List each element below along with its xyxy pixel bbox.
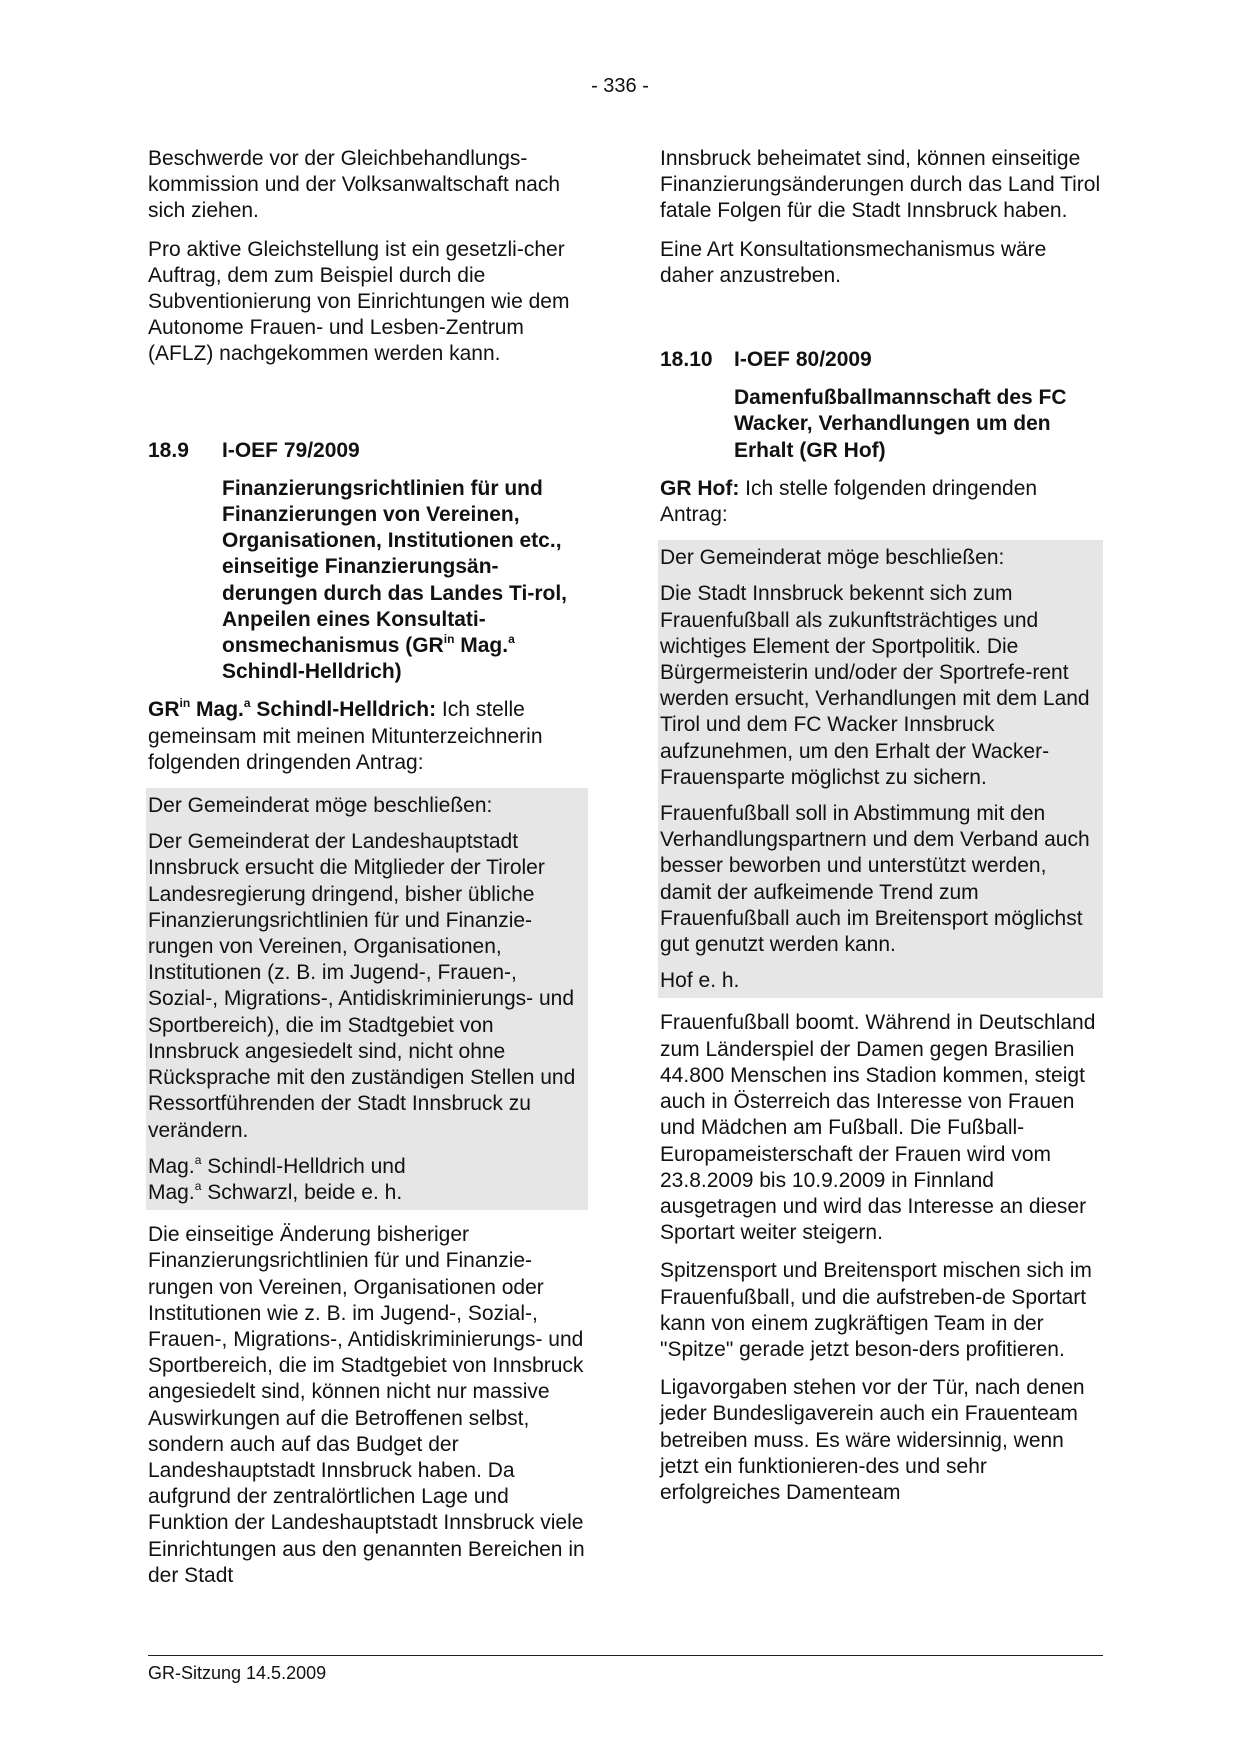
superscript: a: [194, 1178, 202, 1193]
section-title-mag: Mag.: [460, 634, 509, 658]
speaker-mag: Mag.: [196, 698, 244, 722]
spacer: [148, 380, 588, 438]
paragraph: Pro aktive Gleichstellung ist ein gesetzli-cher Auftrag, dem zum Beispiel durch die Subventionierung von Einrichtungen wie dem Autonome Frauen- und Lesben-Zentrum (AFLZ) nachgekommen werden kann.: [148, 237, 570, 366]
motion-intro: Der Gemeinderat möge beschließen:: [660, 546, 1005, 570]
footer-text: GR-Sitzung 14.5.2009: [148, 1663, 327, 1683]
paragraph: Ligavorgaben stehen vor der Tür, nach denen jeder Bundesligaverein auch ein Frauenteam betreiben muss. Es wäre widersinnig, wenn jetzt ein funktionieren-des und sehr erfolgreiches Damenteam: [660, 1376, 1085, 1504]
paragraph: Spitzensport und Breitensport mischen sich im Frauenfußball, und die aufstreben-de Sportart kann von einem zugkräftigen Team in der "Spitze" gerade jetzt beson-ders profitieren.: [660, 1259, 1092, 1361]
signature-mag: Mag.: [148, 1154, 195, 1178]
section-id: I-OEF 80/2009: [734, 348, 872, 372]
signature-mag: Mag.: [148, 1180, 195, 1204]
left-column: [148, 146, 588, 1601]
spacer: [660, 301, 1103, 347]
section-number: 18.10: [660, 348, 713, 372]
speaker-paragraph: [660, 476, 1103, 528]
section-title-end: Schindl-Helldrich): [222, 660, 402, 684]
motion-signature: Hof e. h.: [660, 969, 740, 993]
motion-text: Die Stadt Innsbruck bekennt sich zum Frauenfußball als zukunftsträchtiges und wichtiges Element der Sportpolitik. Die Bürgermeisterin und/oder der Sportrefe-rent werden ersucht, Verhandlungen mit dem Land Tirol und dem FC Wacker Innsbruck aufzunehmen, um den Erhalt der Wacker-Frauensparte möglichst zu sichern.: [660, 582, 1090, 789]
motion-text: Frauenfußball soll in Abstimmung mit den Verhandlungspartnern und dem Verband auch besser beworben und unterstützt werden, damit der aufkeimende Trend zum Frauenfußball auch im Breitensport möglichst gut genutzt werden kann.: [660, 802, 1090, 957]
speaker-name: Schindl-Helldrich:: [256, 698, 437, 722]
paragraph: Beschwerde vor der Gleichbehandlungs-kommission und der Volksanwaltschaft nach sich ziehen.: [148, 147, 561, 223]
section-title-text: Finanzierungsrichtlinien für und Finanzierungen von Vereinen, Organisationen, Institutionen etc., einseitige Finanzierungsän-derungen durch das Landes Ti-rol, Anpeilen eines Konsultati-onsmechanismus (GR: [222, 476, 567, 658]
superscript: a: [243, 696, 251, 711]
section-id: I-OEF 79/2009: [222, 438, 360, 462]
speaker-text: Ich stelle folgenden dringenden Antrag:: [660, 476, 1038, 527]
speaker-gr: GR: [148, 698, 180, 722]
paragraph: Die einseitige Änderung bisheriger Finanzierungsrichtlinien für und Finanzie-rungen von Vereinen, Organisationen oder Institutionen wie z. B. im Jugend-, Sozial-, Frauen-, Migrations-, Antidiskriminierungs- und Sportbereich, die im Stadtgebiet von Innsbruck angesiedelt sind, können nicht nur massive Auswirkungen auf die Betroffenen selbst, sondern auch auf das Budget der Landeshauptstadt Innsbruck haben. Da aufgrund der zentralörtlichen Lage und Funktion der Landeshauptstadt Innsbruck viele Einrichtungen aus den genannten Bereichen in der Stadt: [148, 1223, 585, 1587]
motion-intro: Der Gemeinderat möge beschließen:: [148, 794, 493, 818]
paragraph: Innsbruck beheimatet sind, können einseitige Finanzierungsänderungen durch das Land Tirol fatale Folgen für die Stadt Innsbruck haben.: [660, 147, 1101, 223]
superscript: in: [443, 632, 455, 647]
superscript: in: [179, 696, 191, 711]
section-title: Damenfußballmannschaft des FC Wacker, Verhandlungen um den Erhalt (GR Hof): [734, 386, 1067, 462]
paragraph: Frauenfußball boomt. Während in Deutschland zum Länderspiel der Damen gegen Brasilien 44.800 Menschen ins Stadion kommen, steigt auch in Österreich das Interesse von Frauen und Mädchen am Fußball. Die Fußball-Europameisterschaft der Frauen wird vom 23.8.2009 bis 10.9.2009 in Finnland ausgetragen und wird das Interesse an dieser Sportart weiter steigern.: [660, 1011, 1096, 1245]
superscript: a: [194, 1152, 202, 1167]
motion-signatures: [148, 1154, 586, 1206]
section-title: [222, 476, 588, 686]
paragraph: Eine Art Konsultationsmechanismus wäre daher anzustreben.: [660, 237, 1047, 287]
speaker-name: GR Hof:: [660, 476, 740, 500]
section-number: 18.9: [148, 438, 189, 462]
section-heading-18-10: [660, 347, 1103, 373]
motion-box: [658, 540, 1103, 998]
section-heading-18-9: [148, 438, 588, 464]
signature-name: Schwarzl, beide e. h.: [207, 1180, 403, 1204]
motion-box: [146, 788, 588, 1210]
superscript: a: [508, 632, 515, 647]
motion-text: Der Gemeinderat der Landeshauptstadt Innsbruck ersucht die Mitglieder der Tiroler Landesregierung dringend, bisher übliche Finanzierungsrichtlinien für und Finanzie-rungen von Vereinen, Organisationen, Institutionen (z. B. im Jugend-, Frauen-, Sozial-, Migrations-, Antidiskriminierungs- und Sportbereich), die im Stadtgebiet von Innsbruck angesiedelt sind, nicht ohne Rücksprache mit den zuständigen Stellen und Ressortführenden der Stadt Innsbruck zu verändern.: [148, 830, 576, 1142]
right-column: [660, 146, 1103, 1518]
page-number: - 336 -: [591, 75, 649, 97]
speaker-paragraph: [148, 697, 588, 776]
speaker-text: Ich stelle gemeinsam mit meinen Mitunterzeichnerin folgenden dringenden Antrag:: [148, 698, 543, 774]
footer-divider: [148, 1655, 1103, 1656]
signature-name: Schindl-Helldrich und: [207, 1154, 406, 1178]
